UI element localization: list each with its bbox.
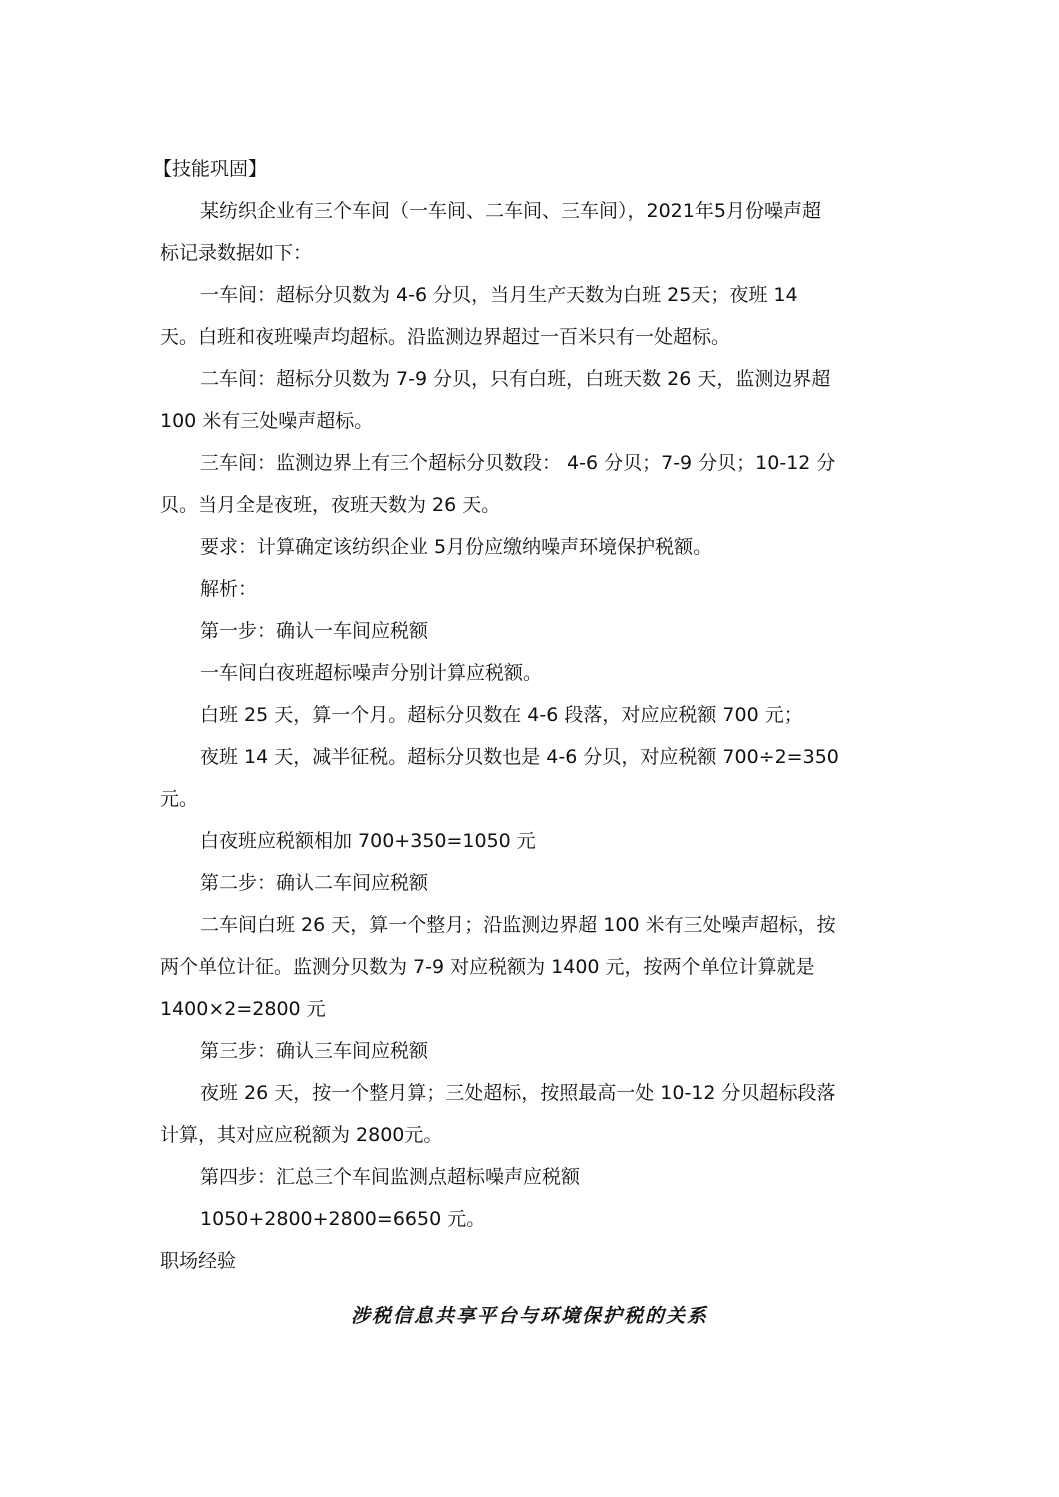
step2-line-3: 1400×2=2800 元: [160, 998, 326, 1020]
step1-line-1: 一车间白夜班超标噪声分别计算应税额。: [200, 662, 543, 684]
career-heading: 职场经验: [160, 1250, 237, 1272]
step1-line-5: 白夜班应税额相加 700+350=1050 元: [200, 830, 536, 852]
workshop1-line-1: 一车间：超标分贝数为 4-6 分贝，当月生产天数为白班 25天；夜班 14: [200, 284, 798, 306]
document-body: [153, 148, 900, 1282]
workshop2-line-1: 二车间：超标分贝数为 7-9 分贝，只有白班，白班天数 26 天，监测边界超: [200, 368, 831, 390]
workshop1-line-2: 天。白班和夜班噪声均超标。沿监测边界超过一百米只有一处超标。: [160, 326, 731, 348]
solution-label: 解析：: [200, 578, 258, 600]
workshop3-line-1: 三车间：监测边界上有三个超标分贝数段： 4-6 分贝；7-9 分贝；10-12 分: [200, 452, 836, 474]
step1-line-3: 夜班 14 天，减半征税。超标分贝数也是 4-6 分贝，对应税额 700÷2=350: [200, 746, 839, 768]
article-title: 涉税信息共享平台与环境保护税的关系: [350, 1305, 708, 1327]
requirement-line: 要求：计算确定该纺织企业 5月份应缴纳噪声环境保护税额。: [200, 536, 713, 558]
step4-total: 1050+2800+2800=6650 元。: [200, 1208, 486, 1230]
problem-intro-line-1: 某纺织企业有三个车间（一车间、二车间、三车间），2021年5月份噪声超: [200, 200, 821, 222]
step1-line-4: 元。: [160, 788, 199, 810]
step1-title: 第一步：确认一车间应税额: [200, 620, 429, 642]
step3-title: 第三步：确认三车间应税额: [200, 1040, 429, 1062]
step2-line-2: 两个单位计征。监测分贝数为 7-9 对应税额为 1400 元，按两个单位计算就是: [160, 956, 815, 978]
step2-title: 第二步：确认二车间应税额: [200, 872, 429, 894]
workshop2-line-2: 100 米有三处噪声超标。: [160, 410, 374, 432]
step3-line-2: 计算，其对应应税额为 2800元。: [160, 1124, 443, 1146]
section-heading: 【技能巩固】: [153, 158, 268, 180]
step2-line-1: 二车间白班 26 天，算一个整月；沿监测边界超 100 米有三处噪声超标，按: [200, 914, 836, 936]
step1-line-2: 白班 25 天，算一个月。超标分贝数在 4-6 段落，对应应税额 700 元；: [200, 704, 803, 726]
step4-title: 第四步：汇总三个车间监测点超标噪声应税额: [200, 1166, 581, 1188]
problem-intro-line-2: 标记录数据如下：: [160, 242, 313, 264]
step3-line-1: 夜班 26 天，按一个整月算；三处超标，按照最高一处 10-12 分贝超标段落: [200, 1082, 836, 1104]
workshop3-line-2: 贝。当月全是夜班，夜班天数为 26 天。: [160, 494, 501, 516]
